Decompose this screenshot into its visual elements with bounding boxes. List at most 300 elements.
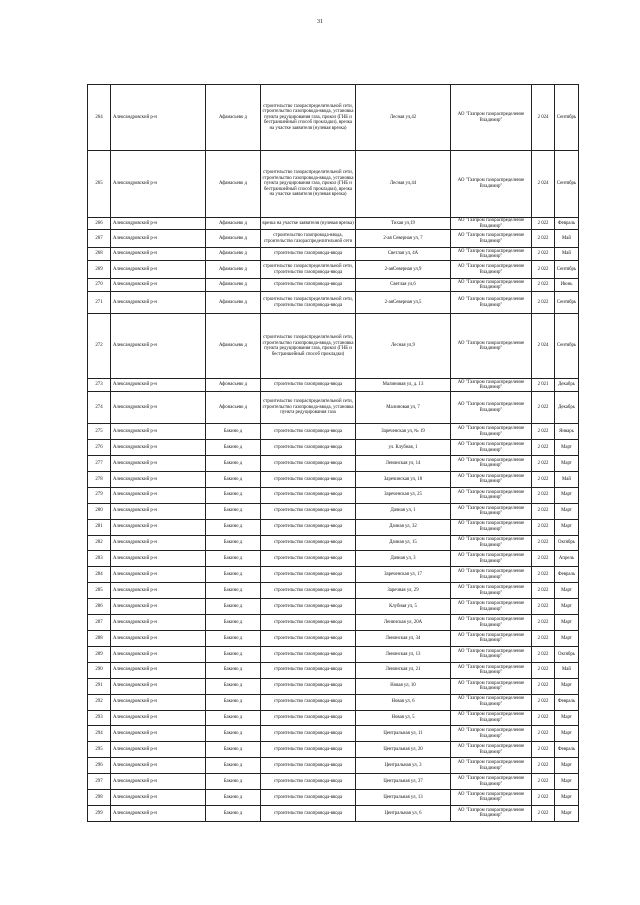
- district-cell: Александровский р-н: [111, 85, 206, 151]
- locality-cell: Бакино д: [206, 471, 261, 487]
- locality-cell: Бакино д: [206, 456, 261, 472]
- address-cell: Заречная ул, 29: [356, 583, 451, 599]
- row-number: 270: [88, 279, 111, 292]
- address-cell: Зареченская ул, 17: [356, 567, 451, 583]
- address-cell: 2-аяСеверная ул,9: [356, 261, 451, 279]
- row-number: 277: [88, 456, 111, 472]
- work-type-cell: строительство газопровода-ввода: [261, 615, 356, 631]
- work-type-cell: строительство газопровода-ввода: [261, 471, 356, 487]
- year-cell: 2 022: [532, 471, 555, 487]
- row-number: 287: [88, 615, 111, 631]
- year-cell: 2 022: [532, 567, 555, 583]
- row-number: 275: [88, 424, 111, 440]
- organization-cell: АО "Газпром газораспределение Владимир": [451, 774, 532, 790]
- work-type-cell: строительство газопровода-ввода: [261, 694, 356, 710]
- row-number: 285: [88, 583, 111, 599]
- year-cell: 2 022: [532, 424, 555, 440]
- organization-cell: АО "Газпром газораспределение Владимир": [451, 551, 532, 567]
- organization-cell: АО "Газпром газораспределение Владимир": [451, 314, 532, 379]
- year-cell: 2 022: [532, 535, 555, 551]
- table-row: [88, 710, 579, 726]
- district-cell: Александровский р-н: [111, 742, 206, 758]
- locality-cell: Афонасьево д: [206, 379, 261, 392]
- table-row: [88, 790, 579, 806]
- work-type-cell: строительство газопровода-ввода: [261, 630, 356, 646]
- year-cell: 2 022: [532, 678, 555, 694]
- address-cell: Клубная ул, 5: [356, 599, 451, 615]
- table-row: [88, 630, 579, 646]
- locality-cell: Бакино д: [206, 440, 261, 456]
- work-type-cell: строительство газопровода-ввода: [261, 248, 356, 261]
- work-type-cell: строительство газораспределительной сети, строительство газопровода-ввода: [261, 292, 356, 314]
- work-type-cell: строительство газопровода-ввода: [261, 774, 356, 790]
- year-cell: 2 024: [532, 314, 555, 379]
- year-cell: 2 024: [532, 85, 555, 151]
- locality-cell: Афанасьево д: [206, 248, 261, 261]
- row-number: 298: [88, 790, 111, 806]
- organization-cell: АО "Газпром газораспределение Владимир": [451, 519, 532, 535]
- table-row: [88, 583, 579, 599]
- row-number: 272: [88, 314, 111, 379]
- organization-cell: АО "Газпром газораспределение Владимир": [451, 790, 532, 806]
- address-cell: 2-аяСеверная ул,5: [356, 292, 451, 314]
- locality-cell: Бакино д: [206, 535, 261, 551]
- organization-cell: АО "Газпром газораспределение Владимир": [451, 615, 532, 631]
- table-row: [88, 424, 579, 440]
- organization-cell: АО "Газпром газораспределение Владимир": [451, 630, 532, 646]
- month-cell: Март: [555, 710, 579, 726]
- locality-cell: Бакино д: [206, 583, 261, 599]
- table-row: [88, 535, 579, 551]
- work-type-cell: строительство газопровода-ввода: [261, 710, 356, 726]
- organization-cell: АО "Газпром газораспределение Владимир": [451, 487, 532, 503]
- district-cell: Александровский р-н: [111, 774, 206, 790]
- work-type-cell: строительство газораспределительной сети, строительство газопровода-ввода, установка пункта редуцирования газа, прокол (ГНБ и бестраншейный способ прокладки), врезка на участке заявителя (нулевая врезка): [261, 85, 356, 151]
- work-type-cell: строительство газопровода-ввода: [261, 487, 356, 503]
- organization-cell: АО "Газпром газораспределение Владимир": [451, 646, 532, 662]
- work-type-cell: строительство газопровода-ввода: [261, 646, 356, 662]
- locality-cell: Бакино д: [206, 662, 261, 678]
- row-number: 281: [88, 519, 111, 535]
- month-cell: Февраль: [555, 567, 579, 583]
- month-cell: Декабрь: [555, 379, 579, 392]
- work-type-cell: строительство газопровода-ввода: [261, 583, 356, 599]
- month-cell: Март: [555, 583, 579, 599]
- table-row: [88, 615, 579, 631]
- row-number: 283: [88, 551, 111, 567]
- address-cell: Дачная ул, 3: [356, 551, 451, 567]
- organization-cell: АО "Газпром газораспределение Владимир": [451, 379, 532, 392]
- address-cell: Центральная ул, 3: [356, 758, 451, 774]
- organization-cell: АО "Газпром газораспределение Владимир": [451, 805, 532, 821]
- address-cell: Ленинская ул, 20А: [356, 615, 451, 631]
- row-number: 282: [88, 535, 111, 551]
- row-number: 296: [88, 758, 111, 774]
- month-cell: Май: [555, 248, 579, 261]
- table-body: [88, 85, 579, 822]
- district-cell: Александровский р-н: [111, 694, 206, 710]
- row-number: 289: [88, 646, 111, 662]
- address-cell: ул. Клубная, 1: [356, 440, 451, 456]
- address-cell: Малиновая ул, д. 13: [356, 379, 451, 392]
- district-cell: Александровский р-н: [111, 662, 206, 678]
- table-row: [88, 742, 579, 758]
- organization-cell: АО "Газпром газораспределение Владимир": [451, 248, 532, 261]
- district-cell: Александровский р-н: [111, 503, 206, 519]
- district-cell: Александровский р-н: [111, 392, 206, 424]
- address-cell: Новая ул, 10: [356, 678, 451, 694]
- organization-cell: АО "Газпром газораспределение Владимир": [451, 456, 532, 472]
- month-cell: Март: [555, 678, 579, 694]
- address-cell: Ленинская ул, 13: [356, 646, 451, 662]
- district-cell: Александровский р-н: [111, 599, 206, 615]
- organization-cell: АО "Газпром газораспределение Владимир": [451, 151, 532, 218]
- month-cell: Март: [555, 805, 579, 821]
- address-cell: Заречинская ул, 18: [356, 471, 451, 487]
- district-cell: Александровский р-н: [111, 230, 206, 248]
- address-cell: Светлая ул,6: [356, 279, 451, 292]
- gasification-schedule-table: [87, 84, 579, 822]
- address-cell: Новая ул, 6: [356, 694, 451, 710]
- locality-cell: Бакино д: [206, 694, 261, 710]
- row-number: 294: [88, 726, 111, 742]
- address-cell: Светлая ул, 4А: [356, 248, 451, 261]
- work-type-cell: строительство газораспределительной сети, строительство газопровода-ввода, установка пункта редуцирования газа, прокол (ГНБ и бестраншейный способ прокладки): [261, 314, 356, 379]
- organization-cell: АО "Газпром газораспределение Владимир": [451, 85, 532, 151]
- organization-cell: АО "Газпром газораспределение Владимир": [451, 662, 532, 678]
- work-type-cell: строительство газопровода-ввода: [261, 742, 356, 758]
- month-cell: Март: [555, 440, 579, 456]
- year-cell: 2 022: [532, 519, 555, 535]
- work-type-cell: врезка на участке заявителя (нулевая врезка): [261, 218, 356, 230]
- table-row: [88, 248, 579, 261]
- table-row: [88, 379, 579, 392]
- address-cell: Дачная ул, 1: [356, 503, 451, 519]
- organization-cell: АО "Газпром газораспределение Владимир": [451, 535, 532, 551]
- district-cell: Александровский р-н: [111, 151, 206, 218]
- organization-cell: АО "Газпром газораспределение Владимир": [451, 758, 532, 774]
- month-cell: Май: [555, 230, 579, 248]
- address-cell: Центральная ул, 6: [356, 805, 451, 821]
- row-number: 266: [88, 218, 111, 230]
- locality-cell: Бакино д: [206, 774, 261, 790]
- address-cell: Дачная ул, 32: [356, 519, 451, 535]
- table-row: [88, 85, 579, 151]
- year-cell: 2 022: [532, 710, 555, 726]
- row-number: 273: [88, 379, 111, 392]
- year-cell: 2 022: [532, 456, 555, 472]
- month-cell: Март: [555, 599, 579, 615]
- table-row: [88, 440, 579, 456]
- district-cell: Александровский р-н: [111, 292, 206, 314]
- locality-cell: Бакино д: [206, 599, 261, 615]
- month-cell: Февраль: [555, 694, 579, 710]
- work-type-cell: строительство газопровода-ввода: [261, 424, 356, 440]
- month-cell: Март: [555, 487, 579, 503]
- organization-cell: АО "Газпром газораспределение Владимир": [451, 424, 532, 440]
- organization-cell: АО "Газпром газораспределение Владимир": [451, 710, 532, 726]
- district-cell: Александровский р-н: [111, 261, 206, 279]
- work-type-cell: строительство газопровода-ввода: [261, 662, 356, 678]
- month-cell: Март: [555, 790, 579, 806]
- row-number: 280: [88, 503, 111, 519]
- locality-cell: Бакино д: [206, 758, 261, 774]
- locality-cell: Афанасьево д: [206, 85, 261, 151]
- page-number: 31: [317, 19, 323, 25]
- district-cell: Александровский р-н: [111, 519, 206, 535]
- address-cell: Центральная ул, 11: [356, 726, 451, 742]
- month-cell: Июнь: [555, 279, 579, 292]
- year-cell: 2 022: [532, 742, 555, 758]
- district-cell: Александровский р-н: [111, 487, 206, 503]
- work-type-cell: строительство газопровода-ввода: [261, 567, 356, 583]
- district-cell: Александровский р-н: [111, 646, 206, 662]
- district-cell: Александровский р-н: [111, 583, 206, 599]
- work-type-cell: строительство газопровода-ввода: [261, 805, 356, 821]
- row-number: 268: [88, 248, 111, 261]
- work-type-cell: строительство газопровода-ввода: [261, 726, 356, 742]
- organization-cell: АО "Газпром газораспределение Владимир": [451, 742, 532, 758]
- organization-cell: АО "Газпром газораспределение Владимир": [451, 726, 532, 742]
- month-cell: Октябрь: [555, 535, 579, 551]
- year-cell: 2 022: [532, 758, 555, 774]
- address-cell: Тихая ул,19: [356, 218, 451, 230]
- table-row: [88, 261, 579, 279]
- year-cell: 2 022: [532, 662, 555, 678]
- work-type-cell: строительство газораспределительной сети, строительство газопровода-ввода, установка пункта редуцирования газа: [261, 392, 356, 424]
- work-type-cell: строительство газопровода-ввода: [261, 599, 356, 615]
- work-type-cell: строительство газопровода-ввода: [261, 758, 356, 774]
- locality-cell: Афанасьево д: [206, 218, 261, 230]
- work-type-cell: строительство газопровода-ввода: [261, 535, 356, 551]
- year-cell: 2 022: [532, 218, 555, 230]
- year-cell: 2 022: [532, 583, 555, 599]
- organization-cell: АО "Газпром газораспределение Владимир": [451, 279, 532, 292]
- row-number: 279: [88, 487, 111, 503]
- month-cell: Март: [555, 758, 579, 774]
- table-row: [88, 726, 579, 742]
- address-cell: Дачная ул, 15: [356, 535, 451, 551]
- locality-cell: Бакино д: [206, 615, 261, 631]
- district-cell: Александровский р-н: [111, 471, 206, 487]
- month-cell: Сентябрь: [555, 292, 579, 314]
- organization-cell: АО "Газпром газораспределение Владимир": [451, 218, 532, 230]
- work-type-cell: строительство газопровода-ввода: [261, 790, 356, 806]
- year-cell: 2 022: [532, 630, 555, 646]
- year-cell: 2 022: [532, 615, 555, 631]
- month-cell: Март: [555, 519, 579, 535]
- district-cell: Александровский р-н: [111, 790, 206, 806]
- year-cell: 2 022: [532, 726, 555, 742]
- work-type-cell: строительство газопровода-ввода: [261, 551, 356, 567]
- year-cell: 2 022: [532, 503, 555, 519]
- table-row: [88, 774, 579, 790]
- table-row: [88, 694, 579, 710]
- locality-cell: Бакино д: [206, 678, 261, 694]
- year-cell: 2 022: [532, 774, 555, 790]
- year-cell: 2 022: [532, 487, 555, 503]
- address-cell: Лесная ул,44: [356, 151, 451, 218]
- table-row: [88, 151, 579, 218]
- district-cell: Александровский р-н: [111, 678, 206, 694]
- district-cell: Александровский р-н: [111, 279, 206, 292]
- month-cell: Январь: [555, 424, 579, 440]
- district-cell: Александровский р-н: [111, 248, 206, 261]
- district-cell: Александровский р-н: [111, 456, 206, 472]
- locality-cell: Бакино д: [206, 424, 261, 440]
- address-cell: Зареченская ул, № 19: [356, 424, 451, 440]
- row-number: 269: [88, 261, 111, 279]
- table-row: [88, 487, 579, 503]
- address-cell: Центральная ул, 13: [356, 790, 451, 806]
- organization-cell: АО "Газпром газораспределение Владимир": [451, 261, 532, 279]
- district-cell: Александровский р-н: [111, 535, 206, 551]
- year-cell: 2 022: [532, 440, 555, 456]
- table-row: [88, 646, 579, 662]
- table-row: [88, 456, 579, 472]
- month-cell: Декабрь: [555, 392, 579, 424]
- month-cell: Февраль: [555, 742, 579, 758]
- month-cell: Март: [555, 726, 579, 742]
- row-number: 297: [88, 774, 111, 790]
- table-row: [88, 519, 579, 535]
- table-row: [88, 503, 579, 519]
- month-cell: Сентябрь: [555, 85, 579, 151]
- row-number: 267: [88, 230, 111, 248]
- locality-cell: Бакино д: [206, 487, 261, 503]
- work-type-cell: строительство газопровода-ввода: [261, 678, 356, 694]
- locality-cell: Афанасьево д: [206, 279, 261, 292]
- locality-cell: Бакино д: [206, 630, 261, 646]
- year-cell: 2 022: [532, 599, 555, 615]
- district-cell: Александровский р-н: [111, 805, 206, 821]
- month-cell: Май: [555, 471, 579, 487]
- table-row: [88, 314, 579, 379]
- organization-cell: АО "Газпром газораспределение Владимир": [451, 292, 532, 314]
- address-cell: Зареченская ул, 25: [356, 487, 451, 503]
- row-number: 295: [88, 742, 111, 758]
- row-number: 274: [88, 392, 111, 424]
- month-cell: Сентябрь: [555, 151, 579, 218]
- row-number: 290: [88, 662, 111, 678]
- address-cell: Лесная ул,42: [356, 85, 451, 151]
- month-cell: Март: [555, 774, 579, 790]
- row-number: 292: [88, 694, 111, 710]
- row-number: 278: [88, 471, 111, 487]
- district-cell: Александровский р-н: [111, 758, 206, 774]
- row-number: 293: [88, 710, 111, 726]
- table-row: [88, 678, 579, 694]
- table-row: [88, 599, 579, 615]
- address-cell: Центральная ул, 37: [356, 774, 451, 790]
- address-cell: Ленинская ул, 21: [356, 662, 451, 678]
- organization-cell: АО "Газпром газораспределение Владимир": [451, 471, 532, 487]
- locality-cell: Афанасьево д: [206, 292, 261, 314]
- address-cell: Ленинская ул, 14: [356, 456, 451, 472]
- organization-cell: АО "Газпром газораспределение Владимир": [451, 503, 532, 519]
- address-cell: Центральная ул, 20: [356, 742, 451, 758]
- row-number: 291: [88, 678, 111, 694]
- month-cell: Март: [555, 503, 579, 519]
- address-cell: 2-ая Северная ул, 7: [356, 230, 451, 248]
- locality-cell: Бакино д: [206, 805, 261, 821]
- row-number: 286: [88, 599, 111, 615]
- year-cell: 2 022: [532, 646, 555, 662]
- organization-cell: АО "Газпром газораспределение Владимир": [451, 392, 532, 424]
- work-type-cell: строительство газопровода-ввода: [261, 519, 356, 535]
- row-number: 271: [88, 292, 111, 314]
- year-cell: 2 022: [532, 551, 555, 567]
- organization-cell: АО "Газпром газораспределение Владимир": [451, 567, 532, 583]
- table-row: [88, 551, 579, 567]
- month-cell: Апрель: [555, 551, 579, 567]
- year-cell: 2 024: [532, 151, 555, 218]
- year-cell: 2 022: [532, 292, 555, 314]
- table-row: [88, 471, 579, 487]
- district-cell: Александровский р-н: [111, 424, 206, 440]
- month-cell: Февраль: [555, 218, 579, 230]
- locality-cell: Бакино д: [206, 567, 261, 583]
- address-cell: Ленинская ул, 34: [356, 630, 451, 646]
- month-cell: Март: [555, 615, 579, 631]
- locality-cell: Бакино д: [206, 519, 261, 535]
- locality-cell: Бакино д: [206, 710, 261, 726]
- organization-cell: АО "Газпром газораспределение Владимир": [451, 583, 532, 599]
- district-cell: Александровский р-н: [111, 551, 206, 567]
- work-type-cell: строительство газопровода-ввода: [261, 456, 356, 472]
- locality-cell: Бакино д: [206, 503, 261, 519]
- table-row: [88, 218, 579, 230]
- address-cell: Новая ул, 5: [356, 710, 451, 726]
- locality-cell: Бакино д: [206, 742, 261, 758]
- table-row: [88, 567, 579, 583]
- district-cell: Александровский р-н: [111, 630, 206, 646]
- year-cell: 2 022: [532, 790, 555, 806]
- table-row: [88, 662, 579, 678]
- table-row: [88, 230, 579, 248]
- year-cell: 2 022: [532, 805, 555, 821]
- month-cell: Октябрь: [555, 646, 579, 662]
- organization-cell: АО "Газпром газораспределение Владимир": [451, 678, 532, 694]
- locality-cell: Афанасьево д: [206, 261, 261, 279]
- table-row: [88, 392, 579, 424]
- year-cell: 2 022: [532, 261, 555, 279]
- year-cell: 2 022: [532, 230, 555, 248]
- work-type-cell: строительство газопровода-ввода: [261, 279, 356, 292]
- work-type-cell: строительство газопровода-ввода: [261, 379, 356, 392]
- locality-cell: Афанасьево д: [206, 314, 261, 379]
- locality-cell: Афанасьево д: [206, 151, 261, 218]
- locality-cell: Афонасьево д: [206, 392, 261, 424]
- table-row: [88, 805, 579, 821]
- work-type-cell: строительство газопровода-ввода: [261, 503, 356, 519]
- organization-cell: АО "Газпром газораспределение Владимир": [451, 694, 532, 710]
- district-cell: Александровский р-н: [111, 615, 206, 631]
- locality-cell: Бакино д: [206, 646, 261, 662]
- district-cell: Александровский р-н: [111, 726, 206, 742]
- locality-cell: Афанасьево д: [206, 230, 261, 248]
- work-type-cell: строительство газораспределительной сети, строительство газопровода-ввода, установка пункта редуцирования газа, прокол (ГНБ и бестраншейный способ прокладки), врезка на участке заявителя (нулевая врезка): [261, 151, 356, 218]
- row-number: 288: [88, 630, 111, 646]
- month-cell: Сентябрь: [555, 261, 579, 279]
- month-cell: Март: [555, 456, 579, 472]
- district-cell: Александровский р-н: [111, 218, 206, 230]
- year-cell: 2 021: [532, 379, 555, 392]
- district-cell: Александровский р-н: [111, 567, 206, 583]
- month-cell: Март: [555, 630, 579, 646]
- table-row: [88, 279, 579, 292]
- table-row: [88, 758, 579, 774]
